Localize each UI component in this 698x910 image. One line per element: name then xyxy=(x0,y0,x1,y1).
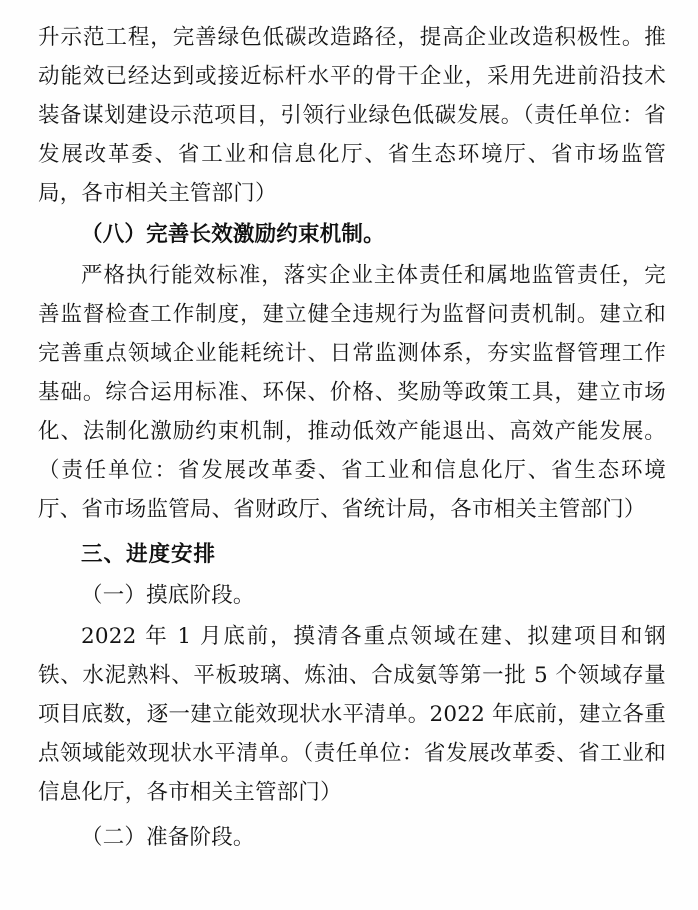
paragraph-continuation: 升示范工程，完善绿色低碳改造路径，提高企业改造积极性。推动能效已经达到或接近标杆水平的骨干企业，采用先进前沿技术装备谋划建设示范项目，引领行业绿色低碳发展。（责任单位：省发展改革委、省工业和信息化厅、省生态环境厅、省市场监管局，各市相关主管部门） xyxy=(38,25,666,206)
section-item-eight-body: 严格执行能效标准，落实企业主体责任和属地监管责任，完善监督检查工作制度，建立健全违规行为监督问责机制。建立和完善重点领域企业能耗统计、日常监测体系，夯实监督管理工作基础。综合运用标准、环保、价格、奖励等政策工具，建立市场化、法制化激励约束机制，推动低效产能退出、高效产能发展。（责任单位：省发展改革委、省工业和信息化厅、省生态环境厅、省市场监管局、省财政厅、省统计局，各市相关主管部门） xyxy=(38,263,666,522)
section-three-heading: 三、进度安排 xyxy=(81,542,217,567)
stage-two-title: （二）准备阶段。 xyxy=(81,825,255,850)
page-content xyxy=(38,18,666,857)
section-item-eight-title: （八）完善长效激励约束机制。 xyxy=(81,222,385,247)
stage-one-body: 2022 年 1 月底前，摸清各重点领域在建、拟建项目和钢铁、水泥熟料、平板玻璃、炼油、合成氨等第一批 5 个领域存量项目底数，逐一建立能效现状水平清单。2022 年底前，建立各重点领域能效现状水平清单。（责任单位：省发展改革委、省工业和信息化厅，各市相关主管部门） xyxy=(38,624,666,805)
stage-one-title: （一）摸底阶段。 xyxy=(81,583,255,608)
